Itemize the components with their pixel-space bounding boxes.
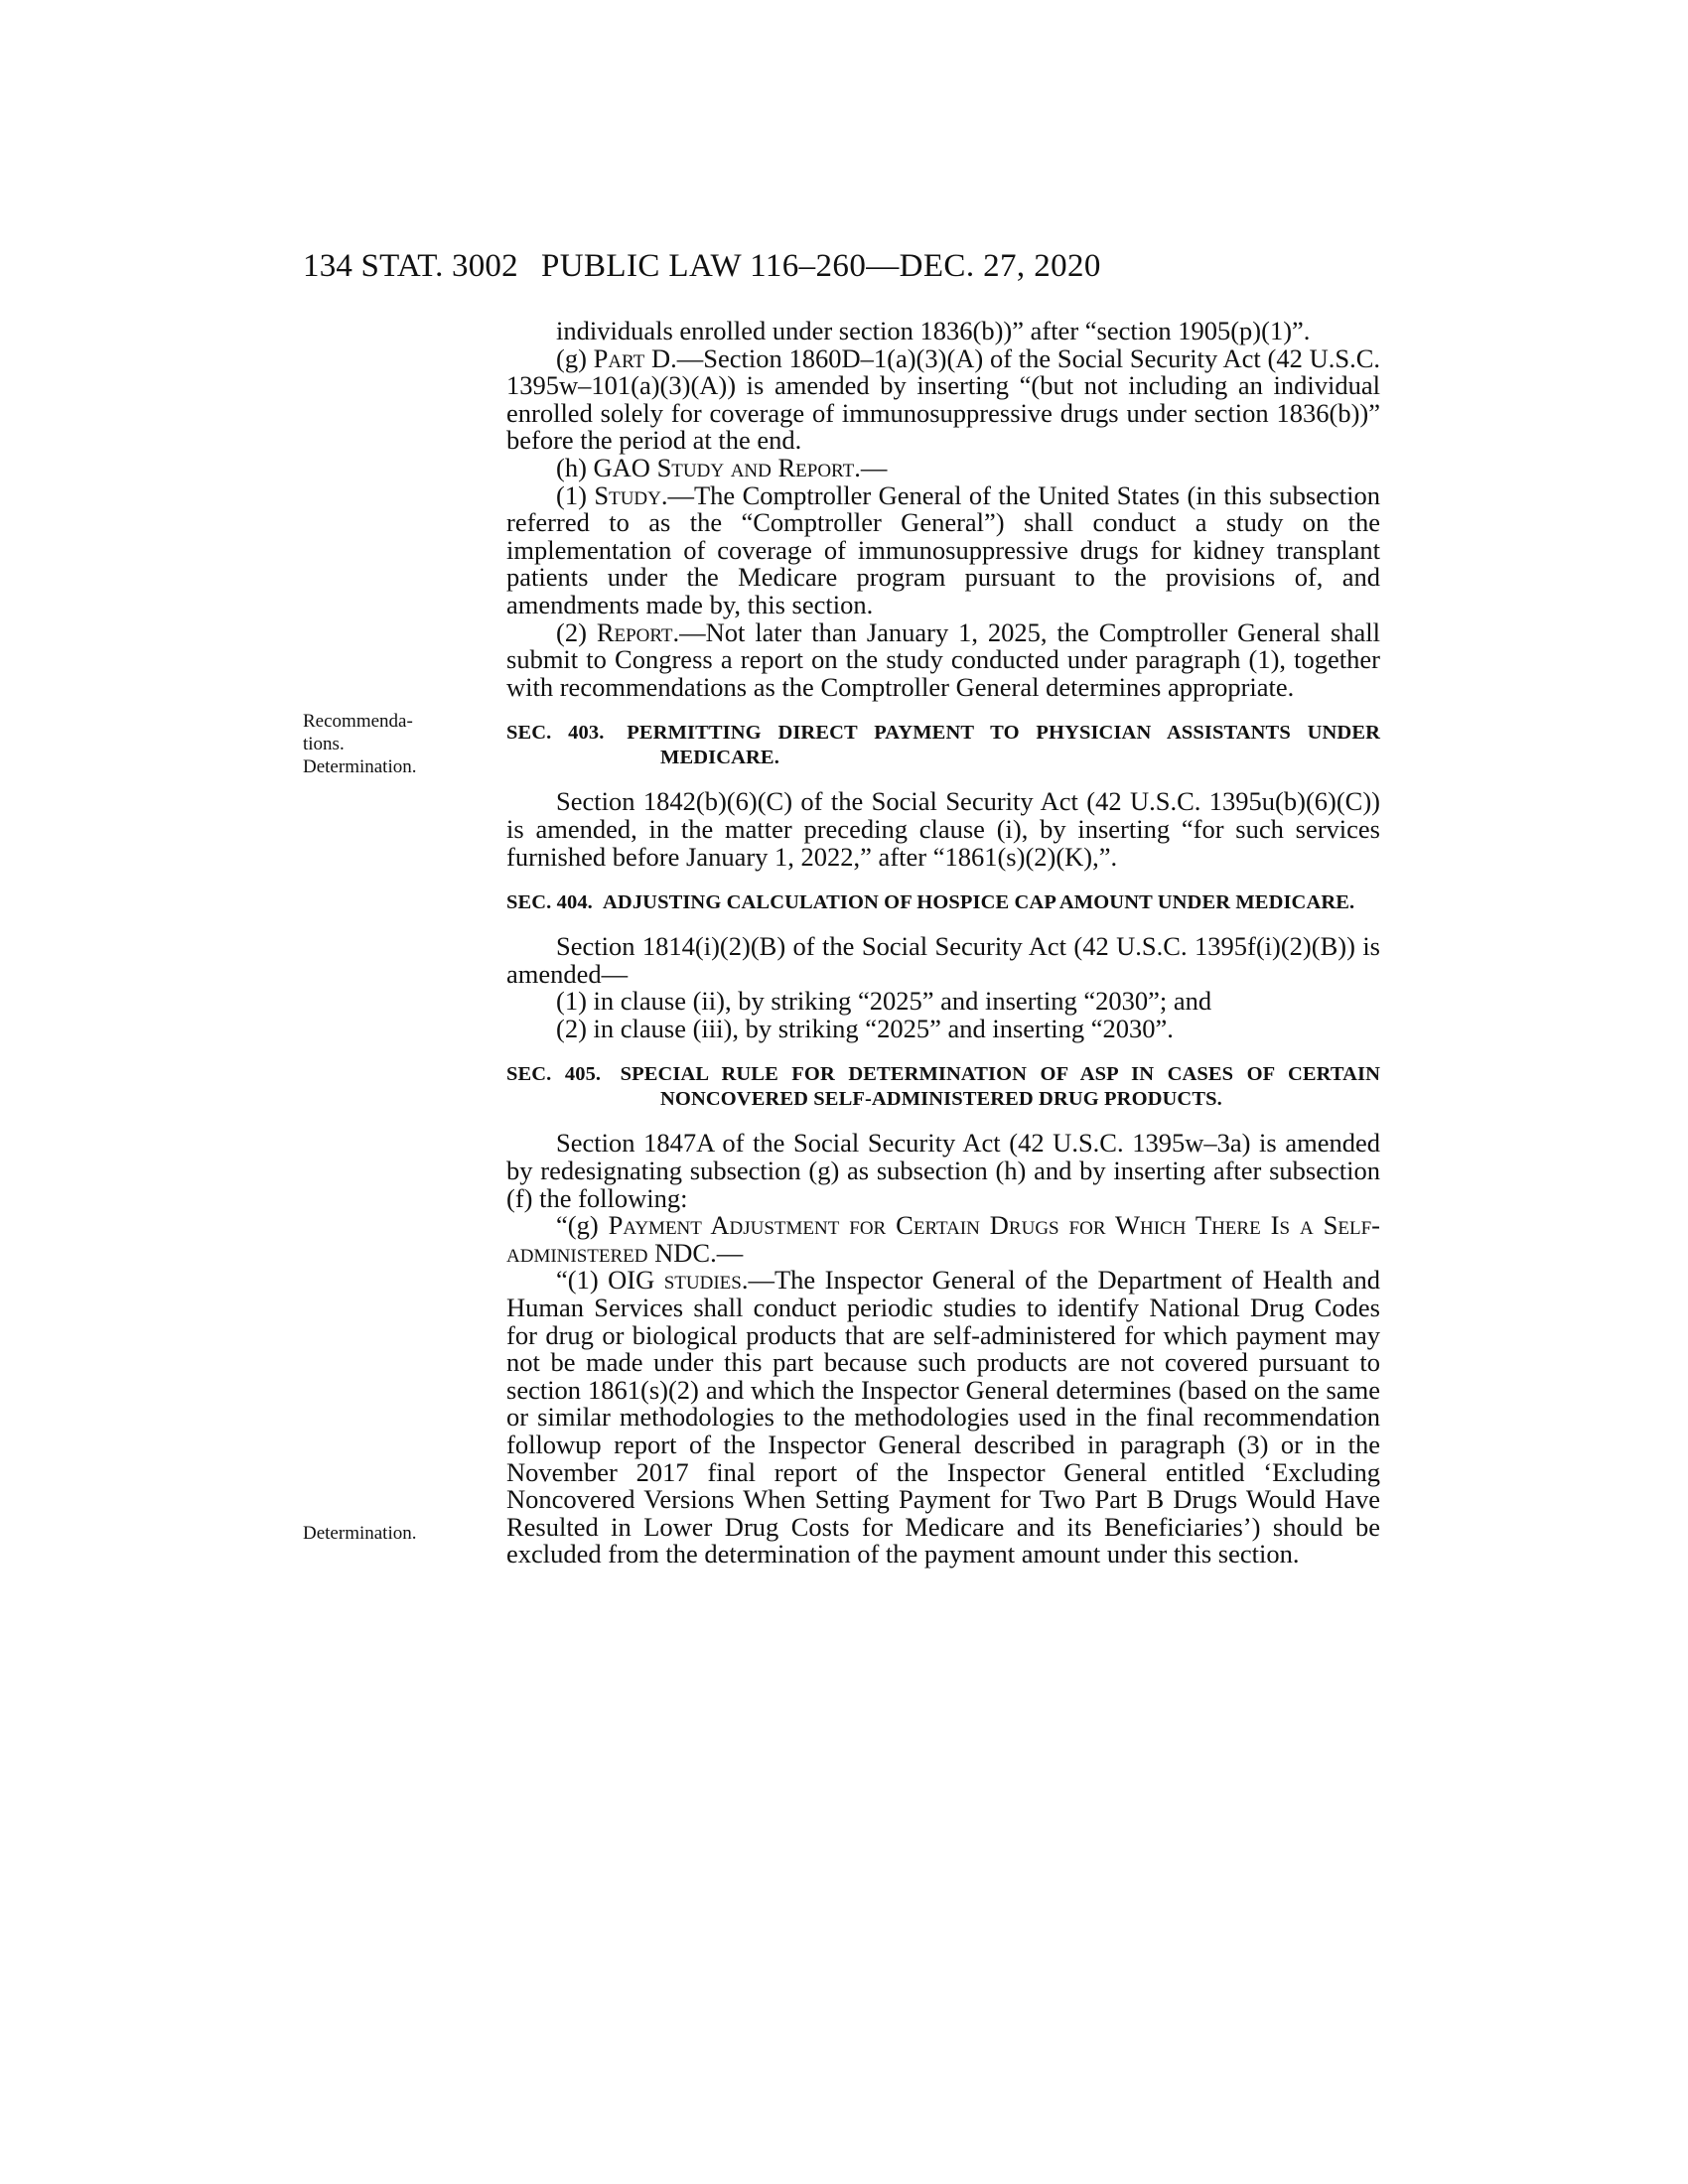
subsection-g-heading: Part D	[593, 342, 671, 373]
paragraph-h2-report: (2) Report.—Not later than January 1, 2025, the Comptroller General shall submit to Congress a report on the study conducted under paragraph (1), together with recommendations as the Comptroller General determines appropriate.	[506, 616, 1380, 702]
section-405-text: Section 1847A of the Social Security Act (42 U.S.C. 1395w–3a) is amended by redesignating subsection (g) as subsection (h) and by inserting after subsection (f) the following:	[506, 1128, 1380, 1213]
subsection-g: (g) Part D.—Section 1860D–1(a)(3)(A) of the Social Security Act (42 U.S.C. 1395w–101(a)(3)(A)) is amended by inserting “(but not including an individual enrolled solely for coverage of immunosuppressive drugs under section 1836(b))” before the period at the end.	[506, 342, 1380, 456]
inserted-paragraph-1-oig-studies: “(1) OIG studies.—The Inspector General of the Department of Health and Human Services shall conduct periodic studies to identify National Drug Codes for drug or biological products that are self-administered for which payment may not be made under this part because such products are not covered pursuant to section 1861(s)(2) and which the Inspector General determines (based on the same or similar methodologies to the methodologies used in the final recommendation followup report of the Inspector General described in paragraph (3) or in the November 2017 final report of the Inspector General entitled ‘Excluding Noncovered Versions When Setting Payment for Two Part B Drugs Would Have Resulted in Lower Drug Costs for Medicare and its Beneficiaries’) should be excluded from the determination of the payment amount under this section.	[506, 1265, 1381, 1570]
margin-note-line: Determination.	[303, 756, 417, 777]
section-405-heading: SEC. 405. SPECIAL RULE FOR DETERMINATION OF ASP IN CASES OF CERTAIN NONCOVERED SELF-ADMINISTERED DRUG PRODUCTS.	[506, 1063, 1380, 1111]
margin-note-line: tions.	[303, 734, 345, 754]
section-404-text: Section 1814(i)(2)(B) of the Social Security Act (42 U.S.C. 1395f(i)(2)(B)) is amended—	[506, 931, 1380, 989]
inserted-subsection-g-heading: “(g) Payment Adjustment for Certain Drugs for Which There Is a Self-administered NDC.—	[506, 1210, 1380, 1268]
document-body	[506, 318, 1380, 1569]
subsection-h-heading: (h) GAO Study and Report.—	[556, 452, 888, 482]
margin-note-determination	[303, 1522, 417, 1545]
margin-note-line: Determination.	[303, 1523, 417, 1544]
page-stat-reference: 134 STAT. 3002	[303, 248, 518, 284]
section-404-item-1: (1) in clause (ii), by striking “2025” and inserting “2030”; and	[556, 986, 1212, 1017]
section-404-item-2: (2) in clause (iii), by striking “2025” and inserting “2030”.	[556, 1013, 1174, 1043]
margin-note-recommendations	[303, 710, 417, 778]
section-404-heading: SEC. 404. ADJUSTING CALCULATION OF HOSPICE CAP AMOUNT UNDER MEDICARE.	[506, 891, 1355, 914]
public-law-reference: PUBLIC LAW 116–260—DEC. 27, 2020	[541, 248, 1101, 284]
page-header	[303, 248, 1380, 288]
continued-paragraph: individuals enrolled under section 1836(b))” after “section 1905(p)(1)”.	[556, 316, 1311, 345]
margin-note-line: Recommenda-	[303, 711, 413, 732]
section-403-heading: SEC. 403. PERMITTING DIRECT PAYMENT TO PHYSICIAN ASSISTANTS UNDER MEDICARE.	[506, 722, 1380, 769]
paragraph-h1-study: (1) Study.—The Comptroller General of the United States (in this subsection referred to as the “Comptroller General”) shall conduct a study on the implementation of coverage of immunosuppressive drugs for kidney transplant patients under the Medicare program pursuant to the provisions of, and amendments made by, this section.	[506, 479, 1380, 619]
section-403-text: Section 1842(b)(6)(C) of the Social Security Act (42 U.S.C. 1395u(b)(6)(C)) is amended, in the matter preceding clause (i), by inserting “for such services furnished before January 1, 2022,” after “1861(s)(2)(K),”.	[506, 786, 1380, 872]
